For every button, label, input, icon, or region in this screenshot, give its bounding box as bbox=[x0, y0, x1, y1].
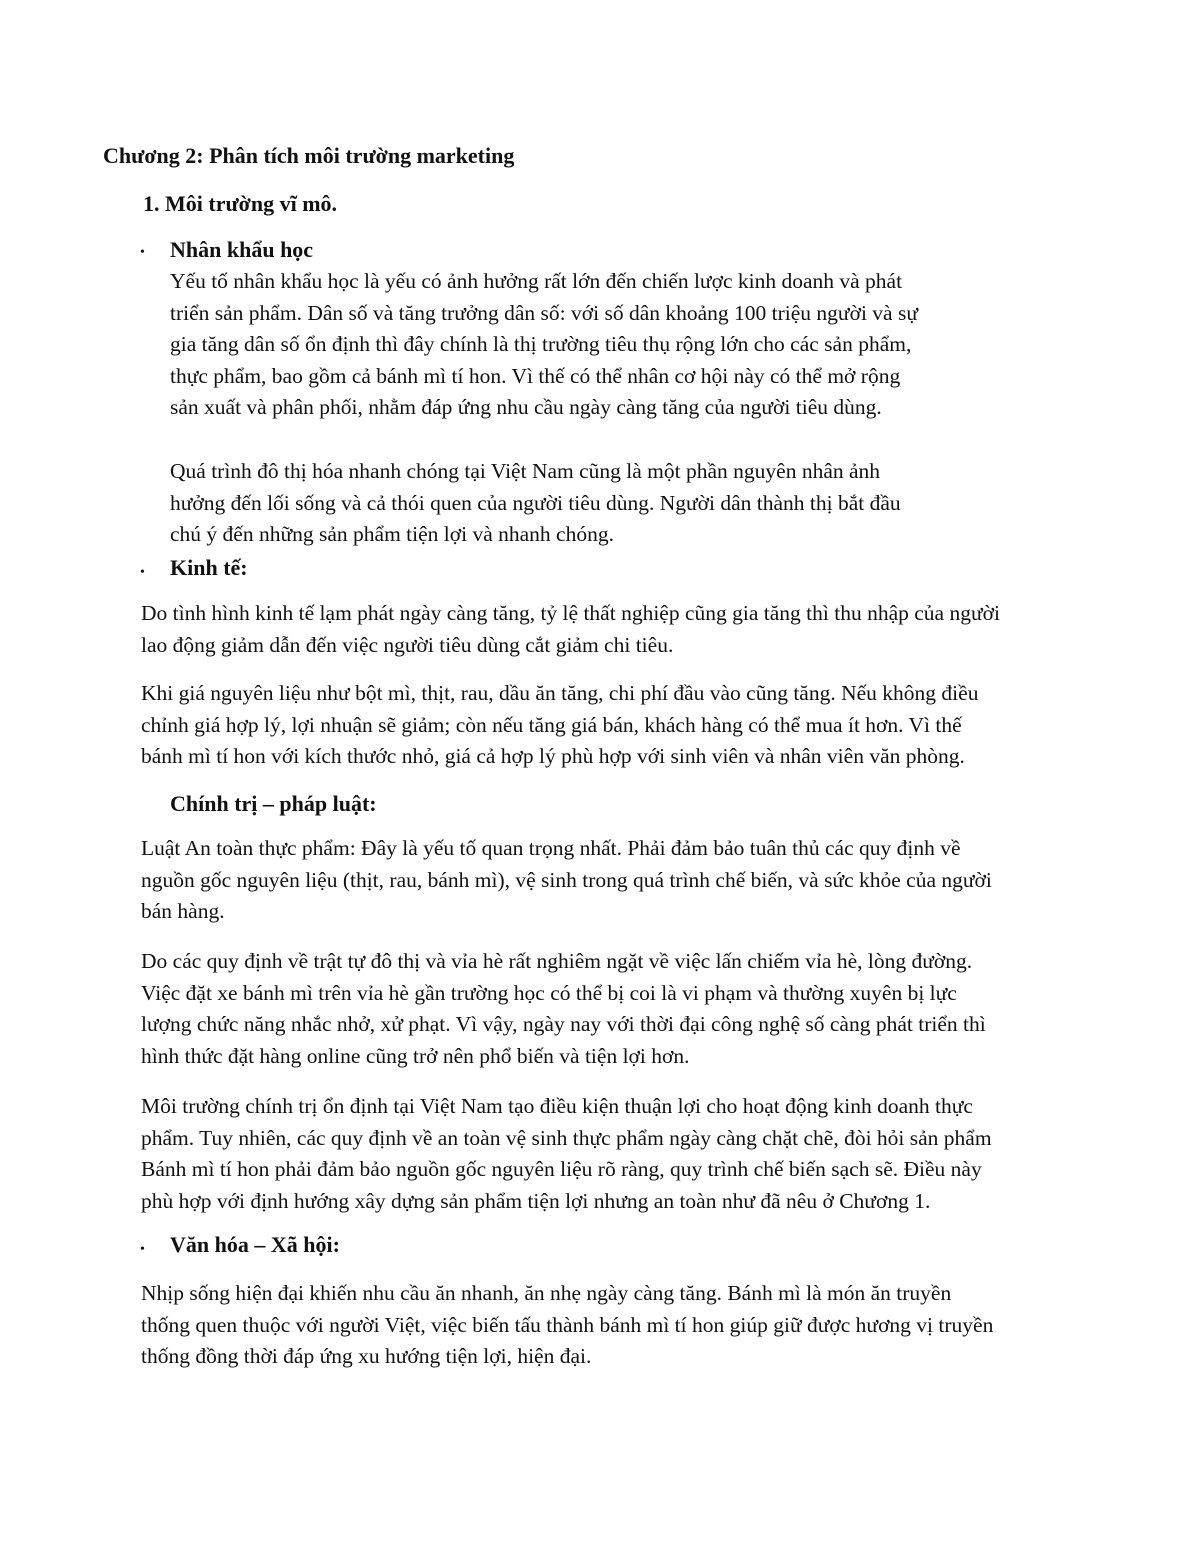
text-line: Nhịp sống hiện đại khiến nhu cầu ăn nhanh, ăn nhẹ ngày càng tăng. Bánh mì là món ăn truyền bbox=[141, 1281, 952, 1305]
economy-heading: Kinh tế: bbox=[170, 555, 248, 580]
text-line: nguồn gốc nguyên liệu (thịt, rau, bánh mì), vệ sinh trong quá trình chế biến, và sức khỏe của người bbox=[141, 867, 992, 892]
text-line: Yếu tố nhân khẩu học là yếu có ảnh hưởng rất lớn đến chiến lược kinh doanh và phát bbox=[170, 269, 903, 293]
bullet-icon: • bbox=[140, 565, 145, 580]
text-line: hưởng đến lối sống và cả thói quen của người tiêu dùng. Người dân thành thị bắt đầu bbox=[170, 490, 901, 515]
text-line: bán hàng. bbox=[141, 899, 225, 923]
text-line: thống đồng thời đáp ứng xu hướng tiện lợi, hiện đại. bbox=[141, 1344, 592, 1368]
bullet-icon: • bbox=[140, 1242, 145, 1257]
politics-heading: Chính trị – pháp luật: bbox=[170, 791, 377, 816]
politics-paragraph-3 bbox=[141, 1091, 1169, 1217]
politics-paragraph-1 bbox=[141, 833, 1169, 928]
text-line: gia tăng dân số ổn định thì đây chính là thị trường tiêu thụ rộng lớn cho các sản phẩm, bbox=[170, 332, 912, 356]
text-line: chỉnh giá hợp lý, lợi nhuận sẽ giảm; còn nếu tăng giá bán, khách hàng có thể mua ít hơn. Vì thế bbox=[141, 712, 962, 737]
text-line: Môi trường chính trị ổn định tại Việt Nam tạo điều kiện thuận lợi cho hoạt động kinh doanh thực bbox=[141, 1094, 973, 1118]
text-line: sản xuất và phân phối, nhằm đáp ứng nhu cầu ngày càng tăng của người tiêu dùng. bbox=[170, 395, 882, 419]
demographics-heading: Nhân khẩu học bbox=[170, 237, 314, 262]
text-line: hình thức đặt hàng online cũng trở nên phổ biến và tiện lợi hơn. bbox=[141, 1043, 690, 1068]
demographics-paragraph-2 bbox=[170, 456, 1070, 551]
text-line: Do các quy định về trật tự đô thị và vỉa hè rất nghiêm ngặt về việc lấn chiếm vỉa hè, lòng đường. bbox=[141, 949, 973, 973]
text-line: chú ý đến những sản phẩm tiện lợi và nhanh chóng. bbox=[170, 522, 614, 546]
politics-paragraph-2 bbox=[141, 946, 1169, 1072]
section-heading: 1. Môi trường vĩ mô. bbox=[143, 191, 338, 216]
economy-paragraph-1 bbox=[141, 598, 1169, 661]
text-line: Do tình hình kinh tế lạm phát ngày càng tăng, tỷ lệ thất nghiệp cũng gia tăng thì thu nhập của người bbox=[141, 601, 1000, 625]
text-line: Bánh mì tí hon phải đảm bảo nguồn gốc nguyên liệu rõ ràng, quy trình chế biến sạch sẽ. Điều này bbox=[141, 1157, 982, 1181]
demographics-paragraph-1 bbox=[170, 266, 1070, 424]
culture-paragraph-1 bbox=[141, 1278, 1169, 1373]
economy-paragraph-2 bbox=[141, 678, 1169, 773]
culture-heading: Văn hóa – Xã hội: bbox=[170, 1232, 340, 1257]
text-line: lao động giảm dẫn đến việc người tiêu dùng cắt giảm chi tiêu. bbox=[141, 632, 674, 657]
text-line: phù hợp với định hướng xây dựng sản phẩm tiện lợi nhưng an toàn như đã nêu ở Chương 1. bbox=[141, 1188, 931, 1213]
text-line: phẩm. Tuy nhiên, các quy định về an toàn vệ sinh thực phẩm ngày càng chặt chẽ, đòi hỏi sản phẩm bbox=[141, 1125, 992, 1150]
bullet-icon: • bbox=[140, 245, 145, 260]
text-line: thực phẩm, bao gồm cả bánh mì tí hon. Vì thế có thể nhân cơ hội này có thể mở rộng bbox=[170, 363, 901, 388]
text-line: thống quen thuộc với người Việt, việc biến tấu thành bánh mì tí hon giúp giữ được hương vị truyền bbox=[141, 1312, 994, 1337]
text-line: Quá trình đô thị hóa nhanh chóng tại Việt Nam cũng là một phần nguyên nhân ảnh bbox=[170, 459, 881, 483]
text-line: triển sản phẩm. Dân số và tăng trưởng dân số: với số dân khoảng 100 triệu người và sự bbox=[170, 300, 918, 325]
text-line: lượng chức năng nhắc nhở, xử phạt. Vì vậy, ngày nay với thời đại công nghệ số càng phát triển thì bbox=[141, 1012, 986, 1036]
text-line: Luật An toàn thực phẩm: Đây là yếu tố quan trọng nhất. Phải đảm bảo tuân thủ các quy định về bbox=[141, 836, 961, 860]
text-line: Khi giá nguyên liệu như bột mì, thịt, rau, dầu ăn tăng, chi phí đầu vào cũng tăng. Nếu không điều bbox=[141, 681, 979, 705]
text-line: bánh mì tí hon với kích thước nhỏ, giá cả hợp lý phù hợp với sinh viên và nhân viên văn phòng. bbox=[141, 744, 965, 768]
chapter-title: Chương 2: Phân tích môi trường marketing bbox=[103, 143, 515, 168]
text-line: Việc đặt xe bánh mì trên vỉa hè gần trường học có thể bị coi là vi phạm và thường xuyên bị lực bbox=[141, 980, 957, 1005]
